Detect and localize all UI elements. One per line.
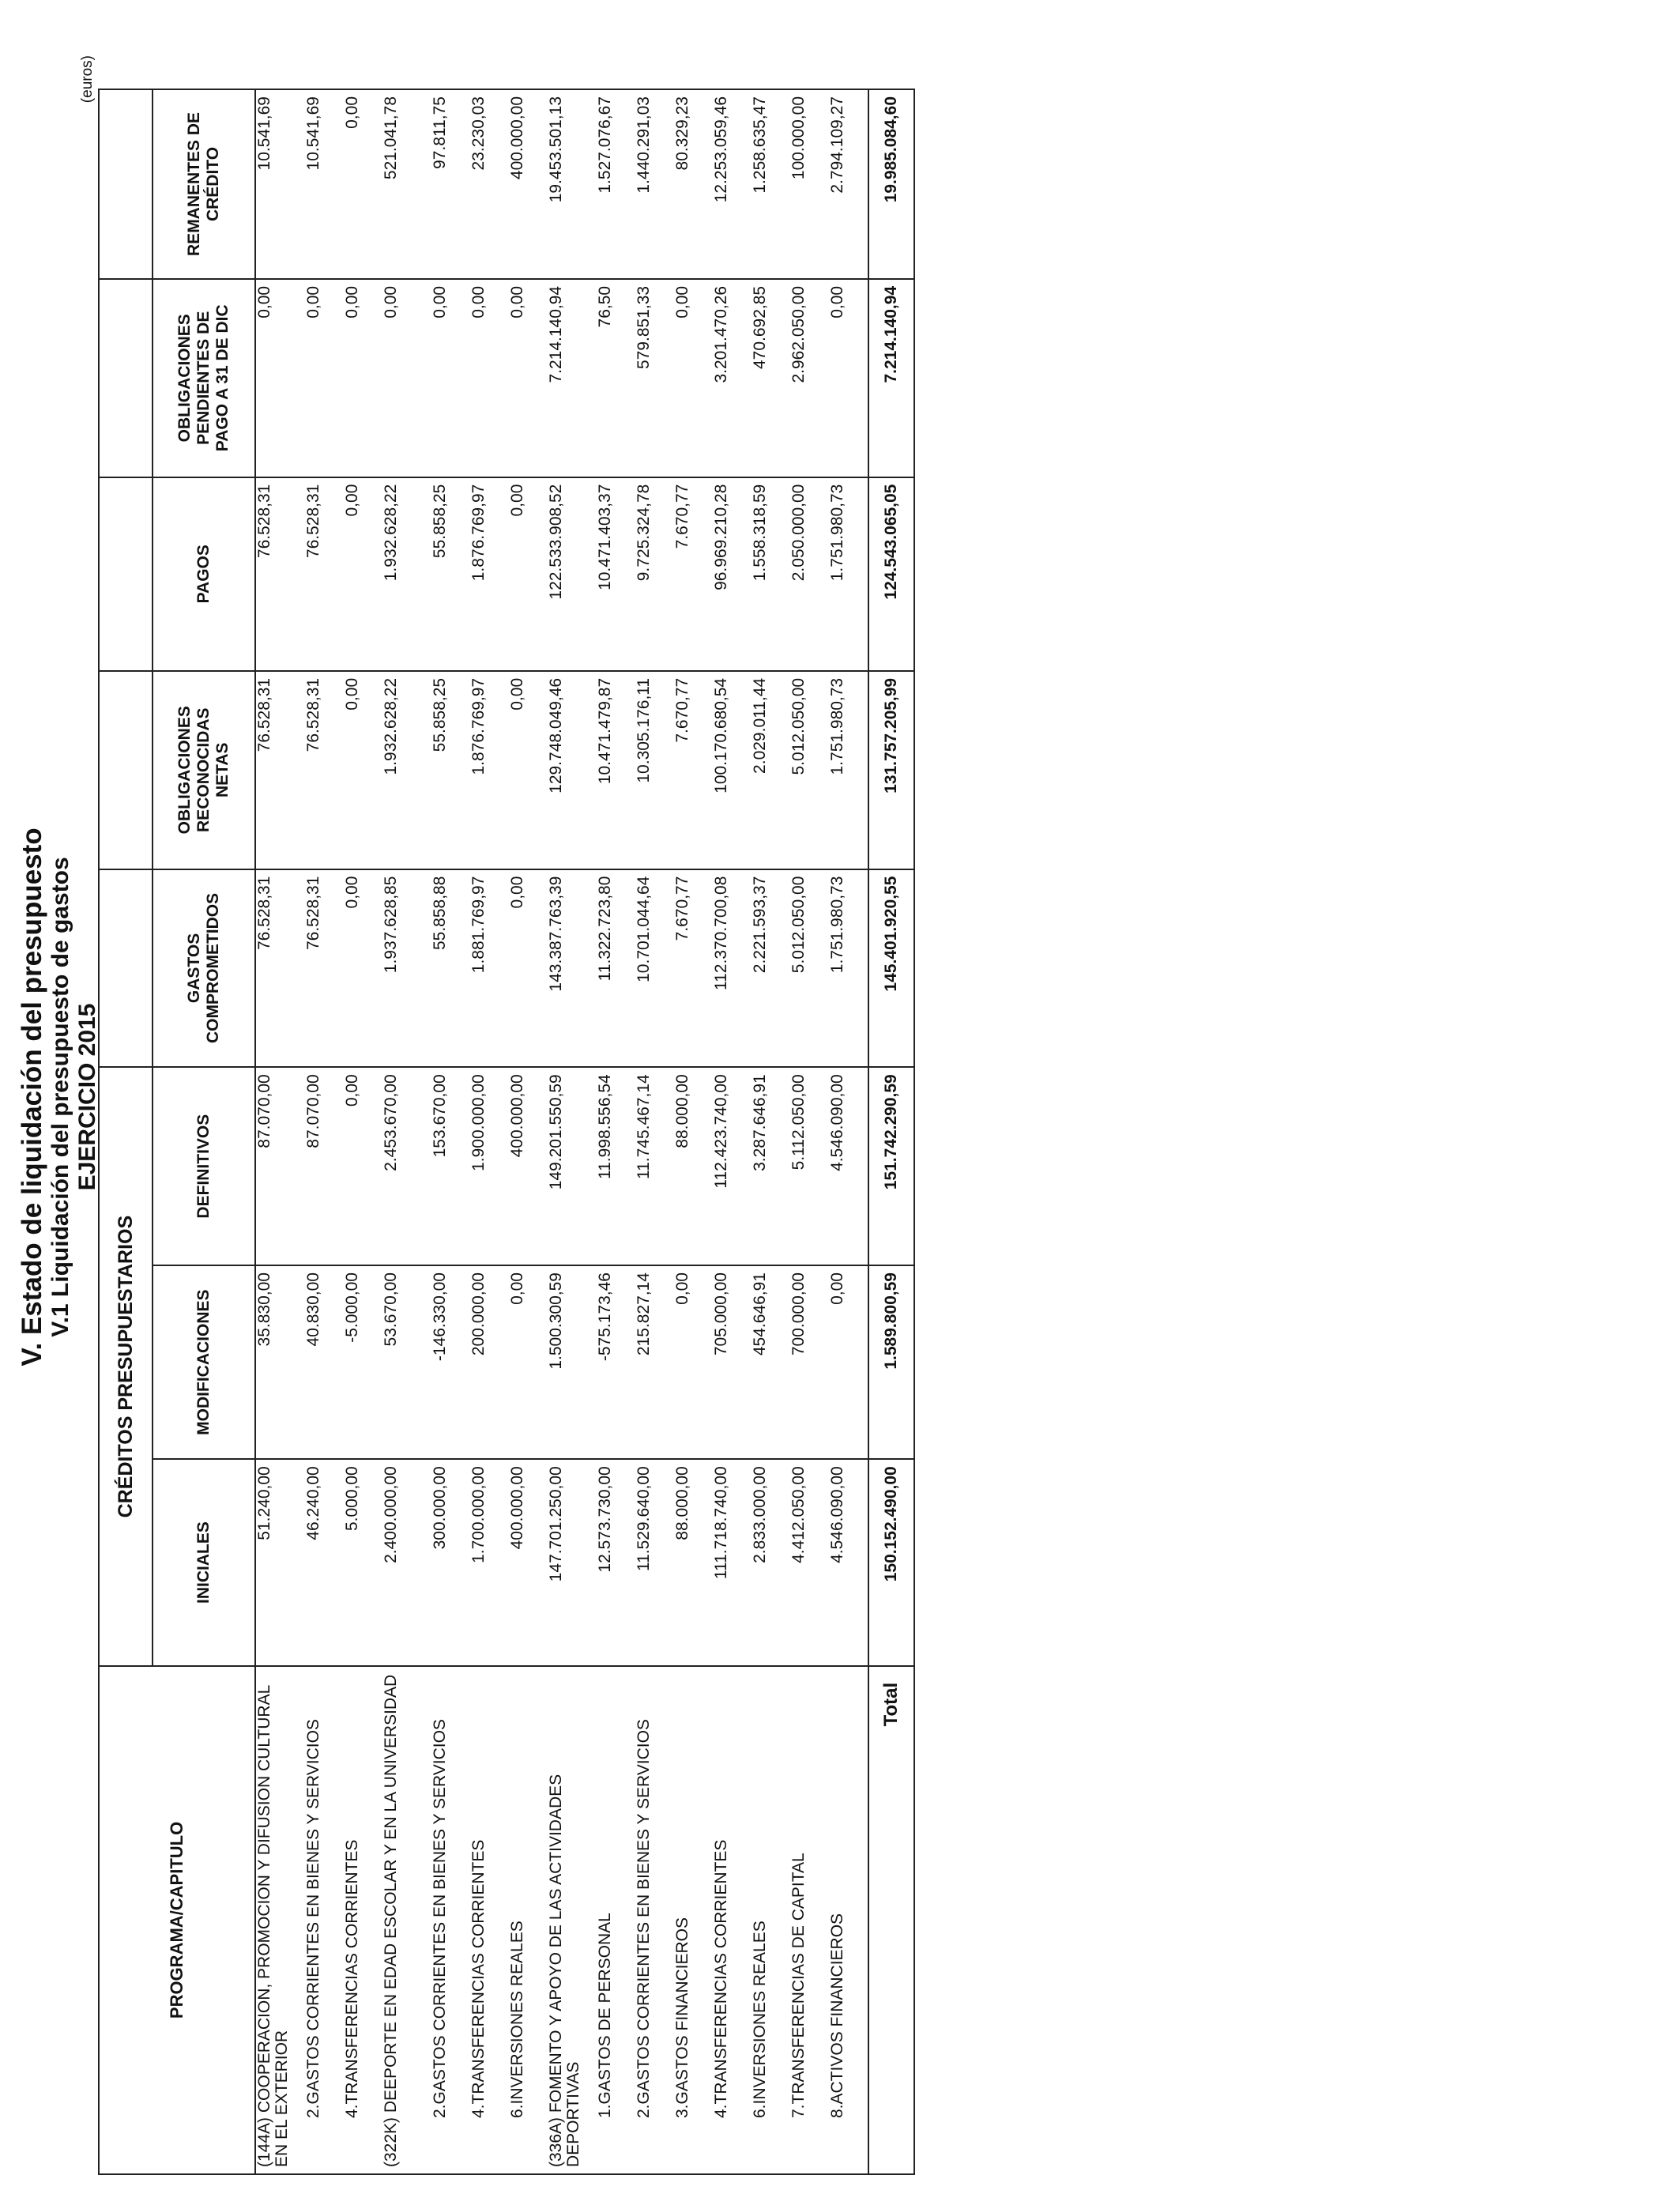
cell-pagos: 1.876.769,97	[470, 477, 509, 671]
total-pendientes: 7.214.140,94	[868, 279, 914, 477]
table-row	[305, 89, 344, 2174]
total-row	[868, 89, 914, 2174]
cell-iniciales: 46.240,00	[305, 1459, 344, 1666]
cell-remanentes: 10.541,69	[305, 89, 344, 279]
cell-remanentes: 0,00	[344, 89, 382, 279]
header-spacer	[99, 477, 153, 671]
header-definitivos: DEFINITIVOS	[153, 1067, 255, 1265]
cell-iniciales: 5.000,00	[344, 1459, 382, 1666]
total-label: Total	[868, 1666, 914, 2174]
cell-definitivos: 153.670,00	[431, 1067, 470, 1265]
header-obligaciones-reconocidas: OBLIGACIONES RECONOCIDAS NETAS	[153, 671, 255, 869]
cell-obligaciones: 76.528,31	[305, 671, 344, 869]
cell-remanentes: 10.541,69	[255, 89, 305, 279]
cell-obligaciones: 1.751.980,73	[829, 671, 868, 869]
cell-iniciales: 4.412.050,00	[790, 1459, 829, 1666]
cell-remanentes: 2.794.109,27	[829, 89, 868, 279]
header-creditos-group: CRÉDITOS PRESUPUESTARIOS	[99, 1067, 153, 1666]
cell-modificaciones: 705.000,00	[713, 1265, 751, 1459]
table-row	[382, 89, 431, 2174]
row-label: (144A) COOPERACION, PROMOCION Y DIFUSION CULTURAL EN EL EXTERIOR	[255, 1666, 305, 2174]
cell-definitivos: 5.112.050,00	[790, 1067, 829, 1265]
cell-modificaciones: 700.000,00	[790, 1265, 829, 1459]
cell-iniciales: 300.000,00	[431, 1459, 470, 1666]
header-programa: PROGRAMA/CAPITULO	[99, 1666, 255, 2174]
table-row	[597, 89, 635, 2174]
cell-definitivos: 3.287.646,91	[751, 1067, 790, 1265]
cell-gastos: 143.387.763,39	[548, 869, 597, 1068]
header-remanentes: REMANENTES DE CRÉDITO	[153, 89, 255, 279]
cell-modificaciones: -5.000,00	[344, 1265, 382, 1459]
cell-pendientes: 7.214.140,94	[548, 279, 597, 477]
cell-gastos: 0,00	[509, 869, 548, 1068]
cell-pendientes: 3.201.470,26	[713, 279, 751, 477]
cell-remanentes: 80.329,23	[674, 89, 713, 279]
total-gastos: 145.401.920,55	[868, 869, 914, 1068]
header-modificaciones: MODIFICACIONES	[153, 1265, 255, 1459]
cell-iniciales: 12.573.730,00	[597, 1459, 635, 1666]
cell-remanentes: 12.253.059,46	[713, 89, 751, 279]
table-row	[751, 89, 790, 2174]
cell-pagos: 1.932.628,22	[382, 477, 431, 671]
table-row	[635, 89, 674, 2174]
cell-remanentes: 400.000,00	[509, 89, 548, 279]
cell-gastos: 11.322.723,80	[597, 869, 635, 1068]
cell-modificaciones: 0,00	[674, 1265, 713, 1459]
cell-pendientes: 76,50	[597, 279, 635, 477]
header-pagos: PAGOS	[153, 477, 255, 671]
cell-pendientes: 0,00	[305, 279, 344, 477]
table-row	[790, 89, 829, 2174]
cell-gastos: 5.012.050,00	[790, 869, 829, 1068]
row-label: 4.TRANSFERENCIAS CORRIENTES	[470, 1666, 509, 2174]
cell-gastos: 0,00	[344, 869, 382, 1068]
cell-iniciales: 400.000,00	[509, 1459, 548, 1666]
cell-modificaciones: 454.646,91	[751, 1265, 790, 1459]
document-title: V. Estado de liquidación del presupuesto	[17, 827, 47, 1367]
cell-definitivos: 87.070,00	[305, 1067, 344, 1265]
total-modificaciones: 1.589.800,59	[868, 1265, 914, 1459]
cell-definitivos: 4.546.090,00	[829, 1067, 868, 1265]
cell-definitivos: 112.423.740,00	[713, 1067, 751, 1265]
cell-obligaciones: 2.029.011,44	[751, 671, 790, 869]
cell-obligaciones: 100.170.680,54	[713, 671, 751, 869]
cell-obligaciones: 10.471.479,87	[597, 671, 635, 869]
cell-obligaciones: 55.858,25	[431, 671, 470, 869]
row-label: 1.GASTOS DE PERSONAL	[597, 1666, 635, 2174]
cell-definitivos: 88.000,00	[674, 1067, 713, 1265]
cell-pagos: 2.050.000,00	[790, 477, 829, 671]
cell-pagos: 76.528,31	[255, 477, 305, 671]
cell-iniciales: 51.240,00	[255, 1459, 305, 1666]
cell-definitivos: 1.900.000,00	[470, 1067, 509, 1265]
table-row	[713, 89, 751, 2174]
header-row-top	[99, 89, 153, 2174]
header-spacer	[99, 89, 153, 279]
cell-modificaciones: 40.830,00	[305, 1265, 344, 1459]
cell-pendientes: 2.962.050,00	[790, 279, 829, 477]
table-row	[509, 89, 548, 2174]
cell-pagos: 0,00	[344, 477, 382, 671]
cell-remanentes: 1.527.076,67	[597, 89, 635, 279]
cell-pendientes: 0,00	[674, 279, 713, 477]
cell-modificaciones: 53.670,00	[382, 1265, 431, 1459]
cell-obligaciones: 0,00	[509, 671, 548, 869]
cell-definitivos: 2.453.670,00	[382, 1067, 431, 1265]
row-label: 2.GASTOS CORRIENTES EN BIENES Y SERVICIOS	[635, 1666, 674, 2174]
row-label: (322K) DEEPORTE EN EDAD ESCOLAR Y EN LA UNIVERSIDAD	[382, 1666, 431, 2174]
cell-obligaciones: 1.932.628,22	[382, 671, 431, 869]
cell-pagos: 76.528,31	[305, 477, 344, 671]
cell-remanentes: 1.440.291,03	[635, 89, 674, 279]
total-definitivos: 151.742.290,59	[868, 1067, 914, 1265]
cell-iniciales: 88.000,00	[674, 1459, 713, 1666]
cell-gastos: 10.701.044,64	[635, 869, 674, 1068]
document-subtitle: V.1 Liquidación del presupuesto de gastos	[47, 857, 73, 1337]
total-iniciales: 150.152.490,00	[868, 1459, 914, 1666]
cell-remanentes: 521.041,78	[382, 89, 431, 279]
cell-modificaciones: -575.173,46	[597, 1265, 635, 1459]
table-row	[431, 89, 470, 2174]
cell-obligaciones: 10.305.176,11	[635, 671, 674, 869]
cell-modificaciones: -146.330,00	[431, 1265, 470, 1459]
cell-obligaciones: 129.748.049,46	[548, 671, 597, 869]
cell-obligaciones: 7.670,77	[674, 671, 713, 869]
table-row	[829, 89, 868, 2174]
cell-iniciales: 11.529.640,00	[635, 1459, 674, 1666]
header-spacer	[99, 869, 153, 1068]
year-title: EJERCICIO 2015	[74, 1003, 100, 1191]
title-block	[17, 0, 101, 2194]
cell-pagos: 55.858,25	[431, 477, 470, 671]
table-row	[674, 89, 713, 2174]
cell-remanentes: 23.230,03	[470, 89, 509, 279]
cell-iniciales: 1.700.000,00	[470, 1459, 509, 1666]
cell-modificaciones: 0,00	[509, 1265, 548, 1459]
cell-remanentes: 97.811,75	[431, 89, 470, 279]
cell-pendientes: 0,00	[509, 279, 548, 477]
cell-gastos: 1.881.769,97	[470, 869, 509, 1068]
total-pagos: 124.543.065,05	[868, 477, 914, 671]
cell-pendientes: 0,00	[382, 279, 431, 477]
cell-pagos: 9.725.324,78	[635, 477, 674, 671]
cell-pagos: 96.969.210,28	[713, 477, 751, 671]
row-label: 4.TRANSFERENCIAS CORRIENTES	[713, 1666, 751, 2174]
cell-definitivos: 0,00	[344, 1067, 382, 1265]
cell-modificaciones: 1.500.300,59	[548, 1265, 597, 1459]
cell-remanentes: 100.000,00	[790, 89, 829, 279]
cell-remanentes: 1.258.635,47	[751, 89, 790, 279]
cell-definitivos: 87.070,00	[255, 1067, 305, 1265]
cell-obligaciones: 76.528,31	[255, 671, 305, 869]
cell-gastos: 2.221.593,37	[751, 869, 790, 1068]
table-row	[548, 89, 597, 2174]
table-row	[470, 89, 509, 2174]
cell-modificaciones: 200.000,00	[470, 1265, 509, 1459]
cell-modificaciones: 0,00	[829, 1265, 868, 1459]
cell-obligaciones: 0,00	[344, 671, 382, 869]
row-label: 2.GASTOS CORRIENTES EN BIENES Y SERVICIOS	[431, 1666, 470, 2174]
cell-pagos: 7.670,77	[674, 477, 713, 671]
cell-gastos: 7.670,77	[674, 869, 713, 1068]
cell-pagos: 0,00	[509, 477, 548, 671]
cell-gastos: 55.858,88	[431, 869, 470, 1068]
cell-pagos: 1.558.318,59	[751, 477, 790, 671]
row-label: 6.INVERSIONES REALES	[751, 1666, 790, 2174]
cell-gastos: 76.528,31	[255, 869, 305, 1068]
cell-iniciales: 4.546.090,00	[829, 1459, 868, 1666]
cell-modificaciones: 215.827,14	[635, 1265, 674, 1459]
total-remanentes: 19.985.084,60	[868, 89, 914, 279]
cell-obligaciones: 5.012.050,00	[790, 671, 829, 869]
liquidation-table	[98, 89, 915, 2175]
header-gastos-comprometidos: GASTOS COMPROMETIDOS	[153, 869, 255, 1068]
cell-modificaciones: 35.830,00	[255, 1265, 305, 1459]
cell-gastos: 1.751.980,73	[829, 869, 868, 1068]
cell-definitivos: 149.201.550,59	[548, 1067, 597, 1265]
total-obligaciones: 131.757.205,99	[868, 671, 914, 869]
cell-pagos: 1.751.980,73	[829, 477, 868, 671]
cell-obligaciones: 1.876.769,97	[470, 671, 509, 869]
cell-definitivos: 400.000,00	[509, 1067, 548, 1265]
header-obligaciones-pendientes: OBLIGACIONES PENDIENTES DE PAGO A 31 DE DIC	[153, 279, 255, 477]
cell-iniciales: 2.400.000,00	[382, 1459, 431, 1666]
row-label: 7.TRANSFERENCIAS DE CAPITAL	[790, 1666, 829, 2174]
cell-definitivos: 11.745.467,14	[635, 1067, 674, 1265]
cell-pendientes: 0,00	[829, 279, 868, 477]
cell-pendientes: 470.692,85	[751, 279, 790, 477]
row-label: 3.GASTOS FINANCIEROS	[674, 1666, 713, 2174]
row-label: (336A) FOMENTO Y APOYO DE LAS ACTIVIDADES DEPORTIVAS	[548, 1666, 597, 2174]
cell-gastos: 1.937.628,85	[382, 869, 431, 1068]
header-spacer	[99, 279, 153, 477]
cell-pendientes: 0,00	[255, 279, 305, 477]
cell-gastos: 112.370.700,08	[713, 869, 751, 1068]
row-label: 8.ACTIVOS FINANCIEROS	[829, 1666, 868, 2174]
cell-gastos: 76.528,31	[305, 869, 344, 1068]
row-label: 6.INVERSIONES REALES	[509, 1666, 548, 2174]
row-label: 2.GASTOS CORRIENTES EN BIENES Y SERVICIOS	[305, 1666, 344, 2174]
cell-pendientes: 0,00	[431, 279, 470, 477]
cell-pagos: 122.533.908,52	[548, 477, 597, 671]
cell-pendientes: 0,00	[470, 279, 509, 477]
header-iniciales: INICIALES	[153, 1459, 255, 1666]
cell-pendientes: 0,00	[344, 279, 382, 477]
cell-iniciales: 111.718.740,00	[713, 1459, 751, 1666]
cell-pagos: 10.471.403,37	[597, 477, 635, 671]
row-label: 4.TRANSFERENCIAS CORRIENTES	[344, 1666, 382, 2174]
cell-iniciales: 2.833.000,00	[751, 1459, 790, 1666]
cell-pendientes: 579.851,33	[635, 279, 674, 477]
cell-iniciales: 147.701.250,00	[548, 1459, 597, 1666]
table-row	[344, 89, 382, 2174]
cell-definitivos: 11.998.556,54	[597, 1067, 635, 1265]
units-label: (euros)	[79, 55, 96, 104]
table-row	[255, 89, 305, 2174]
header-spacer	[99, 671, 153, 869]
cell-remanentes: 19.453.501,13	[548, 89, 597, 279]
